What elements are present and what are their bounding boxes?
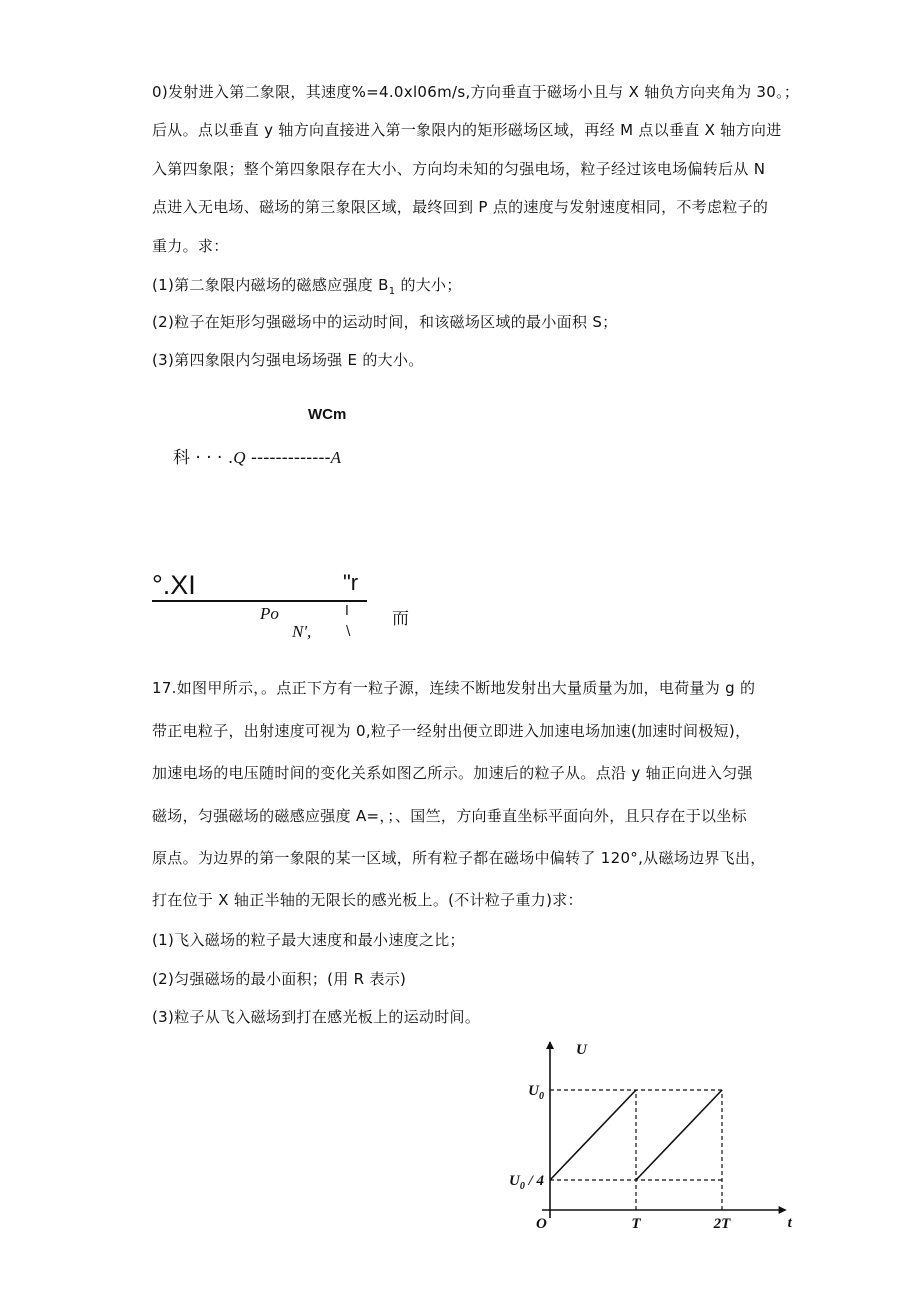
chart-y-tick-label: $U_0 / 4$ [508, 1173, 544, 1192]
figure1-ke-label: 科 [173, 448, 190, 468]
figure1-tick-mark: I [345, 604, 349, 619]
problem17-line: 17.如图甲所示，。点正下方有一粒子源，连续不断地发射出大量质量为加，电荷量为 g 的 [152, 679, 756, 697]
chart-x-tick-label: 2T [713, 1216, 731, 1232]
problem17-line: 加速电场的电压随时间的变化关系如图乙所示。加速后的粒子从。点沿 y 轴正向进入匀强 [152, 764, 753, 782]
problem17-line: 打在位于 X 轴正半轴的无限长的感光板上。(不计粒子重力)求： [152, 891, 583, 909]
problem16-line: 重力。求： [152, 237, 229, 255]
chart-x-tick-label: T [631, 1216, 641, 1232]
figure1-dashes: ------------- [245, 448, 331, 468]
figure1-x-axis-line [152, 600, 367, 602]
chart-guides [550, 1090, 722, 1210]
chart-series-line-1 [550, 1090, 636, 1180]
problem16-line: 入第四象限；整个第四象限存在大小、方向均未知的匀强电场，粒子经过该电场偏转后从 N [152, 160, 766, 178]
problem16-line: 后从。点以垂直 y 轴方向直接进入第一象限内的矩形磁场区域，再经 M 点以垂直 X 轴方向进 [152, 121, 782, 139]
chart-x-axis-label: t [787, 1215, 792, 1231]
figure1-backslash-mark: \ [346, 624, 351, 639]
figure1-q-a-row [173, 443, 341, 468]
figure1-q-label: Q [233, 448, 246, 467]
chart-series-line-2 [636, 1090, 722, 1180]
problem16-question-3: (3)第四象限内匀强电场场强 E 的大小。 [152, 351, 424, 369]
chart-y-tick-label: $U_0$ [528, 1083, 544, 1102]
figure1-a-label: A [330, 448, 342, 467]
chart-y-tick-labels [509, 1083, 545, 1192]
figure1-er-label: 而 [392, 609, 409, 629]
figure1-n-label: N', [292, 622, 312, 641]
problem16-question-1: (1)第二象限内磁场的磁感应强度 $B_1$ 的大小； [152, 276, 462, 297]
figure1-dots: · · · . [190, 448, 234, 468]
problem17-question-2: (2)匀强磁场的最小面积；(用 R 表示) [152, 970, 407, 988]
problem16-question-2: (2)粒子在矩形匀强磁场中的运动时间，和该磁场区域的最小面积 S； [152, 313, 618, 331]
figure1-xi-label: °.XI [152, 570, 196, 600]
problem17-line: 原点。为边界的第一象限的某一区域，所有粒子都在磁场中偏转了 120°,从磁场边界飞出， [152, 849, 766, 867]
figure1-quote-r-label: "r [343, 570, 359, 595]
chart-x-tick-labels [631, 1216, 731, 1232]
problem16-line: 点进入无电场、磁场的第三象限区域，最终回到 P 点的速度与发射速度相同，不考虑粒子的 [152, 198, 769, 216]
voltage-time-chart [490, 1036, 792, 1236]
problem17-question-1: (1)飞入磁场的粒子最大速度和最小速度之比； [152, 931, 465, 949]
figure1-po-label: Po [260, 604, 279, 623]
chart-y-axis-label: U [576, 1042, 587, 1058]
problem17-line: 带正电粒子，出射速度可视为 0,粒子一经射出便立即进入加速电场加速(加速时间极短)， [152, 722, 751, 740]
chart-origin-label: O [536, 1216, 547, 1232]
problem17-question-3: (3)粒子从飞入磁场到打在感光板上的运动时间。 [152, 1008, 481, 1026]
figure1-wcm-label: WCm [308, 406, 347, 423]
problem16-line: 0)发射进入第二象限，其速度%=4.0xl06m/s,方向垂直于磁场小且与 X 轴负方向夹角为 30。； [152, 83, 800, 101]
problem17-line: 磁场，匀强磁场的磁感应强度 A=，；、国竺，方向垂直坐标平面向外，且只存在于以坐标 [152, 807, 747, 825]
